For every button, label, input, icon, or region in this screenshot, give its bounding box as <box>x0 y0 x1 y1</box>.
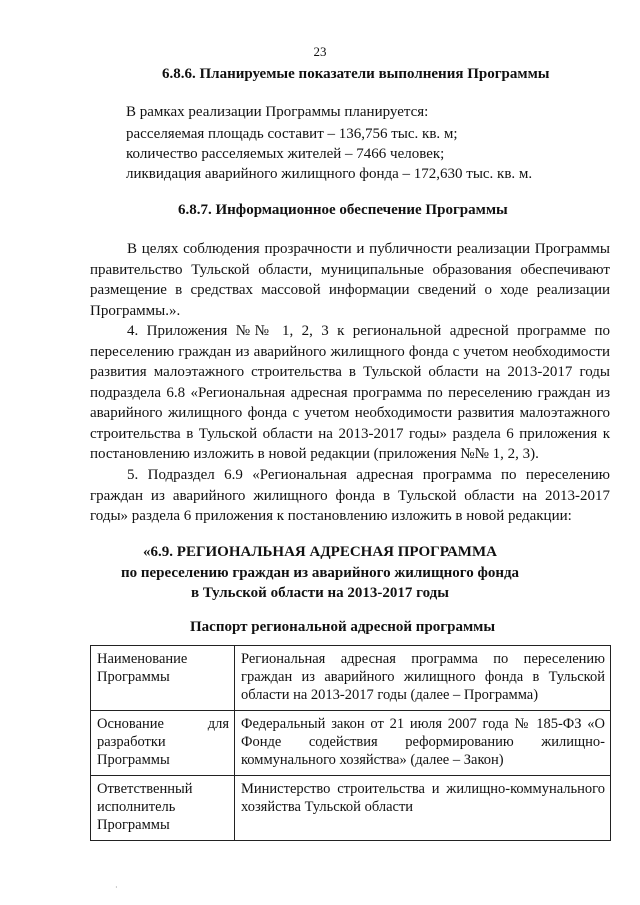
section-686-heading: 6.8.6. Планируемые показатели выполнения Программы <box>162 66 550 82</box>
section-69-title-line-1: «6.9. РЕГИОНАЛЬНАЯ АДРЕСНАЯ ПРОГРАММА <box>143 544 497 560</box>
section-687-heading: 6.8.7. Информационное обеспечение Программы <box>178 202 508 218</box>
section-686-line-2: расселяемая площадь составит – 136,756 тыс. кв. м; <box>126 126 458 142</box>
passport-value: Региональная адресная программа по переселению граждан из аварийного жилищного фонда в Тульской области на 2013-2017 годы (далее – Программа) <box>235 646 611 711</box>
page-number: 23 <box>313 44 327 59</box>
section-686-line-3: количество расселяемых жителей – 7466 человек; <box>126 146 445 162</box>
scan-mark: · <box>115 883 118 892</box>
passport-label-rest: разработки Программы <box>97 734 170 768</box>
item-5-paragraph: 5. Подраздел 6.9 «Региональная адресная программа по переселению граждан из аварийного жилищного фонда в Тульской области на 2013-2017 годы» раздела 6 приложения к постановлению изложить в новой редакции: <box>90 467 610 524</box>
section-686-line-1: В рамках реализации Программы планируется: <box>126 104 429 120</box>
passport-table <box>90 645 611 841</box>
passport-label-first-line <box>97 715 229 733</box>
item-4-paragraph: 4. Приложения №№ 1, 2, 3 к региональной адресной программе по переселению граждан из аварийного жилищного фонда с учетом необходимости развития малоэтажного строительства в Тульской области на 2013-2017 годы подраздела 6.8 «Региональная адресная программа по переселению граждан из аварийного жилищного фонда с учетом необходимости развития малоэтажного строительства в Тульской области на 2013-2017 годы» раздела 6 приложения к постановлению изложить в новой редакции (приложения №№ 1, 2, 3). <box>90 323 610 462</box>
passport-label: Ответственный исполнитель Программы <box>91 776 235 841</box>
section-686-line-4: ликвидация аварийного жилищного фонда – 172,630 тыс. кв. м. <box>126 166 533 182</box>
passport-value: Министерство строительства и жилищно-коммунального хозяйства Тульской области <box>235 776 611 841</box>
section-69-title-line-3: в Тульской области на 2013-2017 годы <box>191 585 449 601</box>
section-69-title-line-2: по переселению граждан из аварийного жилищного фонда <box>120 565 520 581</box>
table-row <box>91 776 611 841</box>
table-row <box>91 646 611 711</box>
table-row <box>91 711 611 776</box>
passport-label-word: для <box>207 716 229 732</box>
passport-label <box>91 711 235 776</box>
passport-label-word: Основание <box>97 716 164 732</box>
passport-value: Федеральный закон от 21 июля 2007 года № 185-ФЗ «О Фонде содействия реформированию жилищно-коммунального хозяйства» (далее – Закон) <box>235 711 611 776</box>
passport-title: Паспорт региональной адресной программы <box>190 619 496 635</box>
section-687-paragraph: В целях соблюдения прозрачности и публичности реализации Программы правительство Тульской области, муниципальные образования обеспечивают размещение в средствах массовой информации сведений о ходе реализации Программы.». <box>90 241 610 319</box>
passport-label: Наименование Программы <box>91 646 235 711</box>
